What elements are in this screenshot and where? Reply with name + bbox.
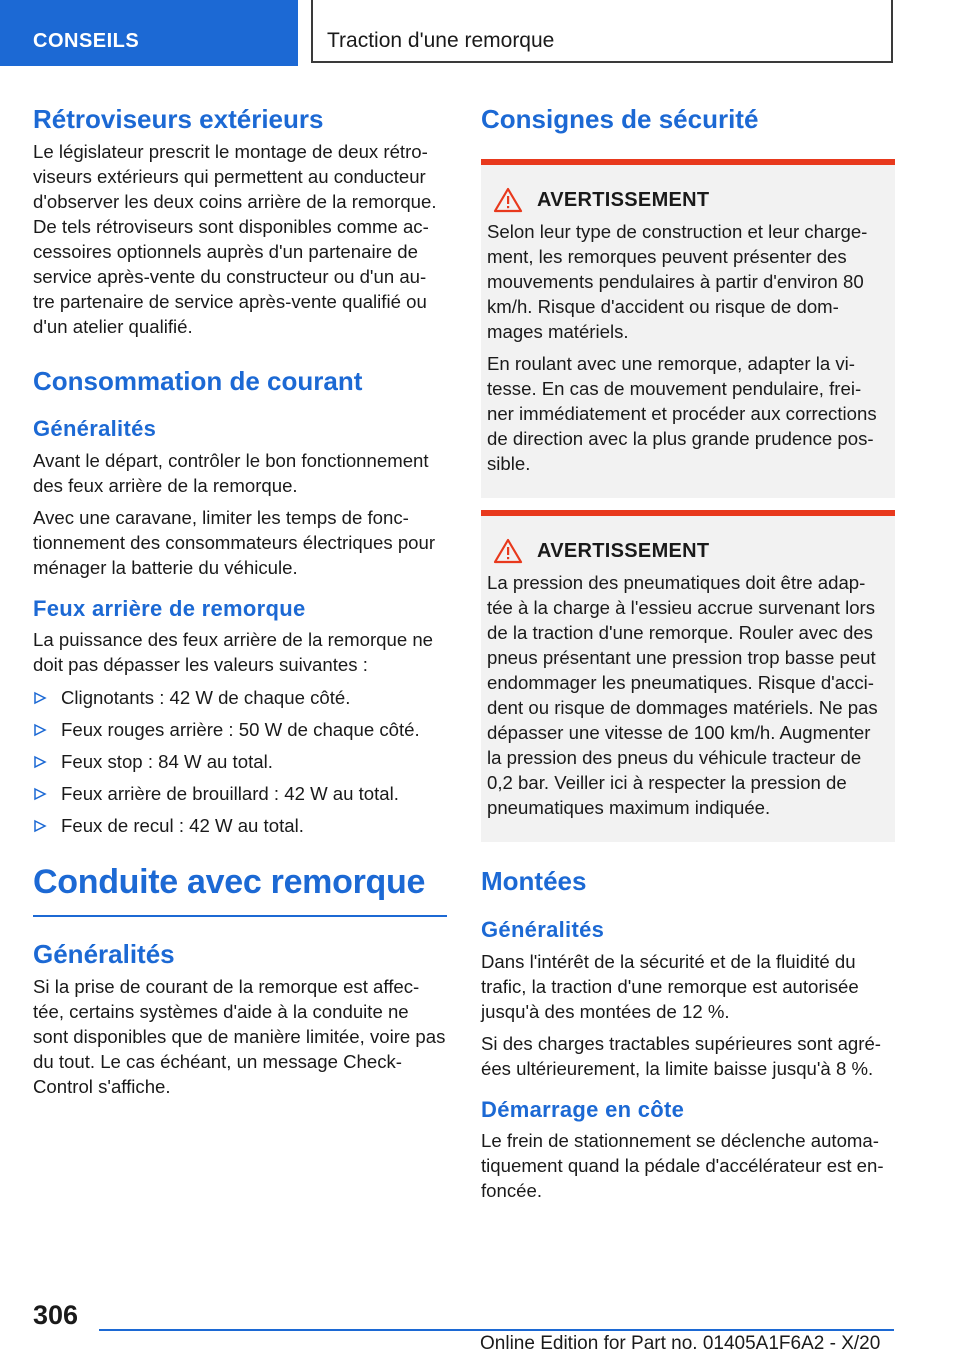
power-general-heading: Généralités: [33, 416, 157, 442]
triangle-right-outline-icon: [33, 787, 47, 801]
warning-title: AVERTISSEMENT: [537, 539, 710, 562]
page-header: [0, 0, 960, 66]
list-item: Feux de recul : 42 W au total.: [33, 813, 447, 838]
power-heading: Consommation de courant: [33, 366, 363, 397]
slopes-paragraph-2: Si des charges tractables supérieures sont agré-ées ultérieurement, la limite baisse jusqu'à 8 %.: [481, 1032, 881, 1079]
slopes-general-heading: Généralités: [481, 917, 605, 943]
section-label: CONSEILS: [33, 30, 140, 52]
list-item: Feux arrière de brouillard : 42 W au total.: [33, 781, 447, 806]
heading-rule: [33, 915, 447, 917]
mirrors-heading: Rétroviseurs extérieurs: [33, 104, 324, 134]
warning-header: [489, 187, 887, 213]
chapter-title: Traction d'une remorque: [327, 29, 555, 52]
triangle-right-outline-icon: [33, 723, 47, 737]
hill-start-heading: Démarrage en côte: [481, 1096, 685, 1122]
tail-lights-heading: Feux arrière de remorque: [33, 595, 306, 621]
footer-edition: Online Edition for Part no. 01405A1F6A2 - X/20: [480, 1333, 881, 1354]
warning-triangle-icon: [493, 538, 523, 564]
page-number: 306: [33, 1300, 79, 1330]
tail-lights-intro: La puissance des feux arrière de la remorque ne doit pas dépasser les valeurs suivantes :: [33, 629, 434, 676]
chapter-title-box: [311, 0, 893, 63]
warning-paragraph-1: La pression des pneumatiques doit être adap-tée à la charge à l'essieu accrue survenant lors de la traction d'une remorque. Rouler avec des pneus présentant une pression trop basse peut endommager les pneumatiques. Risque d'acci-dent ou risque de dommages matériels. Ne pas dépasser une vitesse de 100 km/h. Augmenter la pression des pneus du véhicule tracteur de 0,2 bar. Veiller ici à respecter la pression de pneumatiques maximum indiquée.: [487, 572, 878, 819]
slopes-paragraph-1: Dans l'intérêt de la sécurité et de la fluidité du trafic, la traction d'une remorque est autorisée jusqu'à des montées de 12 %.: [481, 950, 859, 1022]
warning-box: [481, 159, 895, 498]
tail-lights-list: [33, 685, 447, 838]
slopes-heading: Montées: [481, 866, 587, 897]
power-general-paragraph-2: Avec une caravane, limiter les temps de fonc-tionnement des consommateurs électriques pour ménager la batterie du véhicule.: [33, 506, 436, 578]
warning-paragraph-1: Selon leur type de construction et leur charge-ment, les remorques peuvent présenter des mouvements pendulaires à partir d'environ 80 km/h. Risque d'accident ou risque de dom-mages matériels.: [487, 221, 868, 343]
driving-general-paragraph: Si la prise de courant de la remorque est affec-tée, certains systèmes d'aide à la conduite ne sont disponibles que de manière limitée, voire pas du tout. Le cas échéant, un message Check-Control s'affiche.: [33, 976, 446, 1098]
power-general-paragraph-1: Avant le départ, contrôler le bon fonctionnement des feux arrière de la remorque.: [33, 449, 429, 496]
list-item: Feux stop : 84 W au total.: [33, 749, 447, 774]
mirrors-paragraph: Le législateur prescrit le montage de deux rétro-viseurs extérieurs qui permettent au conducteur d'observer les deux coins arrière de la remorque. De tels rétroviseurs sont disponibles comme ac-cessoires optionnels auprès d'un partenaire de service après-vente du constructeur ou d'un au-tre partenaire de service après-vente qualifié ou d'un atelier qualifié.: [33, 141, 437, 338]
list-item: Clignotants : 42 W de chaque côté.: [33, 685, 447, 710]
driving-heading: Conduite avec remorque: [33, 863, 426, 902]
warning-header: [489, 538, 887, 564]
driving-general-heading: Généralités: [33, 938, 175, 969]
triangle-right-outline-icon: [33, 819, 47, 833]
triangle-right-outline-icon: [33, 691, 47, 705]
warning-box: [481, 510, 895, 842]
left-column: [33, 100, 447, 1099]
hill-start-paragraph: Le frein de stationnement se déclenche automa-tiquement quand la pédale d'accélérateur est en-foncée.: [481, 1130, 884, 1202]
safety-heading: Consignes de sécurité: [481, 104, 759, 134]
list-item: Feux rouges arrière : 50 W de chaque côté.: [33, 717, 447, 742]
warning-title: AVERTISSEMENT: [537, 188, 710, 211]
warning-triangle-icon: [493, 187, 523, 213]
triangle-right-outline-icon: [33, 755, 47, 769]
warning-paragraph-2: En roulant avec une remorque, adapter la vi-tesse. En cas de mouvement pendulaire, frei-ner immédiatement et procéder aux corrections de direction avec la plus grande prudence pos-sible.: [487, 353, 877, 475]
right-column: [481, 100, 895, 1203]
section-tab: [0, 0, 298, 66]
footer-rule: [99, 1329, 894, 1331]
